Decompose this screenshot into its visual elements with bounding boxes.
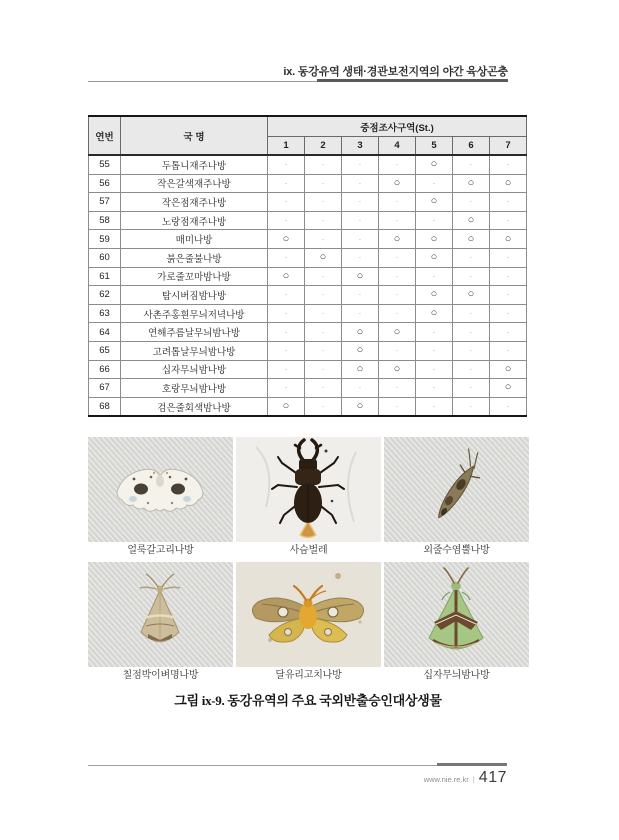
station-mark-cell: ○: [379, 230, 416, 249]
station-mark-cell: ·: [416, 341, 453, 360]
orange-moth-illustration: [236, 562, 381, 667]
station-mark-cell: ·: [416, 360, 453, 379]
row-number-cell: 55: [89, 155, 121, 174]
station-mark-cell: ·: [490, 304, 527, 323]
photo-frame: [236, 437, 381, 542]
station-mark-cell: ·: [268, 341, 305, 360]
station-mark-cell: ·: [453, 193, 490, 212]
station-mark-cell: ·: [305, 304, 342, 323]
row-number-cell: 66: [89, 360, 121, 379]
row-number-cell: 62: [89, 286, 121, 305]
station-mark-cell: ·: [416, 397, 453, 416]
station-mark-cell: ·: [268, 211, 305, 230]
station-mark-cell: ○: [453, 230, 490, 249]
station-mark-cell: ·: [379, 211, 416, 230]
station-mark-cell: ·: [305, 193, 342, 212]
running-head-title: ix. 동강유역 생태·경관보전지역의 야간 육상곤충: [283, 66, 508, 78]
station-column-header: 3: [342, 137, 379, 156]
station-mark-cell: ○: [490, 379, 527, 398]
station-mark-cell: ·: [453, 304, 490, 323]
row-number-cell: 56: [89, 174, 121, 193]
photo-tan-moth: [88, 562, 233, 687]
station-mark-cell: ○: [416, 193, 453, 212]
station-mark-cell: ·: [490, 193, 527, 212]
station-mark-cell: ·: [453, 360, 490, 379]
survey-station-table: [88, 115, 527, 417]
column-header-number: 연번: [89, 116, 121, 155]
station-column-header: 2: [305, 137, 342, 156]
station-mark-cell: ·: [268, 174, 305, 193]
station-mark-cell: ·: [342, 174, 379, 193]
footer-separator: |: [472, 775, 475, 784]
station-mark-cell: ·: [379, 304, 416, 323]
station-mark-cell: ·: [416, 211, 453, 230]
species-name-cell: 연해주름날무늬밤나방: [121, 323, 268, 342]
station-mark-cell: ○: [379, 323, 416, 342]
photo-frame: [384, 437, 529, 542]
station-mark-cell: ·: [342, 155, 379, 174]
station-mark-cell: ○: [490, 360, 527, 379]
station-mark-cell: ○: [416, 230, 453, 249]
green-moth-illustration: [384, 562, 529, 667]
station-column-header: 7: [490, 137, 527, 156]
footer: [424, 769, 507, 787]
station-mark-cell: ·: [342, 193, 379, 212]
station-mark-cell: ·: [416, 379, 453, 398]
station-mark-cell: ·: [305, 360, 342, 379]
station-mark-cell: ·: [416, 267, 453, 286]
station-mark-cell: ○: [416, 304, 453, 323]
station-mark-cell: ○: [342, 360, 379, 379]
station-mark-cell: ·: [453, 267, 490, 286]
photo-frame: [88, 437, 233, 542]
tan-moth-illustration: [88, 562, 233, 667]
station-mark-cell: ·: [342, 230, 379, 249]
station-mark-cell: ·: [342, 286, 379, 305]
station-mark-cell: ·: [490, 341, 527, 360]
station-mark-cell: ·: [453, 155, 490, 174]
station-mark-cell: ·: [490, 267, 527, 286]
station-mark-cell: ·: [453, 397, 490, 416]
specimen-photo-grid: [88, 437, 529, 687]
station-mark-cell: ·: [305, 397, 342, 416]
photo-caption: 십자무늬밤나방: [423, 670, 490, 681]
stag-beetle-illustration: [236, 437, 381, 542]
station-mark-cell: ○: [305, 248, 342, 267]
station-mark-cell: ·: [379, 267, 416, 286]
species-name-cell: 매미나방: [121, 230, 268, 249]
station-mark-cell: ○: [416, 155, 453, 174]
photo-frame: [384, 562, 529, 667]
column-header-species-name: 국 명: [121, 116, 268, 155]
table-row: [89, 341, 527, 360]
station-mark-cell: ·: [379, 379, 416, 398]
row-number-cell: 59: [89, 230, 121, 249]
column-header-station-group: 중점조사구역(St.): [268, 116, 527, 137]
station-mark-cell: ○: [342, 341, 379, 360]
station-mark-cell: ·: [342, 211, 379, 230]
station-mark-cell: ·: [268, 323, 305, 342]
station-mark-cell: ·: [305, 379, 342, 398]
table-row: [89, 230, 527, 249]
station-mark-cell: ○: [342, 323, 379, 342]
table-row: [89, 304, 527, 323]
station-mark-cell: ·: [268, 248, 305, 267]
station-mark-cell: ○: [268, 267, 305, 286]
footer-site-url: www.nie.re.kr: [423, 775, 469, 784]
station-mark-cell: ·: [305, 323, 342, 342]
row-number-cell: 65: [89, 341, 121, 360]
table-row: [89, 397, 527, 416]
station-mark-cell: ·: [379, 248, 416, 267]
station-mark-cell: ○: [453, 174, 490, 193]
station-mark-cell: ·: [490, 211, 527, 230]
species-name-cell: 십자무늬밤나방: [121, 360, 268, 379]
species-name-cell: 탐시버짐밤나방: [121, 286, 268, 305]
row-number-cell: 60: [89, 248, 121, 267]
photo-caption: 달유리고치나방: [275, 670, 342, 681]
station-mark-cell: ·: [305, 230, 342, 249]
photo-caption: 사슴벌레: [289, 545, 328, 556]
table-row: [89, 379, 527, 398]
station-mark-cell: ·: [342, 379, 379, 398]
species-name-cell: 두톱니재주나방: [121, 155, 268, 174]
station-mark-cell: ·: [268, 360, 305, 379]
station-mark-cell: ·: [379, 286, 416, 305]
row-number-cell: 57: [89, 193, 121, 212]
station-column-header: 1: [268, 137, 305, 156]
station-mark-cell: ·: [268, 379, 305, 398]
species-name-cell: 작은갈색재주나방: [121, 174, 268, 193]
station-mark-cell: ·: [490, 155, 527, 174]
table-row: [89, 248, 527, 267]
station-mark-cell: ·: [379, 193, 416, 212]
station-mark-cell: ·: [453, 379, 490, 398]
white-moth-illustration: [88, 437, 233, 542]
station-mark-cell: ·: [379, 397, 416, 416]
station-mark-cell: ·: [453, 341, 490, 360]
table-row: [89, 174, 527, 193]
station-mark-cell: ·: [268, 286, 305, 305]
slim-moth-illustration: [384, 437, 529, 542]
photo-caption: 칠점박이벼명나방: [122, 670, 199, 681]
species-name-cell: 가로줄꼬마밤나방: [121, 267, 268, 286]
table-row: [89, 193, 527, 212]
station-column-header: 6: [453, 137, 490, 156]
row-number-cell: 67: [89, 379, 121, 398]
station-mark-cell: ○: [342, 267, 379, 286]
station-mark-cell: ·: [379, 341, 416, 360]
header-rule-thick: [317, 79, 508, 82]
station-mark-cell: ·: [342, 304, 379, 323]
station-mark-cell: ·: [305, 155, 342, 174]
table-row: [89, 286, 527, 305]
station-mark-cell: ·: [490, 323, 527, 342]
station-mark-cell: ·: [379, 155, 416, 174]
station-mark-cell: ·: [490, 248, 527, 267]
photo-frame: [236, 562, 381, 667]
table-row: [89, 360, 527, 379]
photo-mottled-hooktip-moth: [88, 437, 233, 562]
species-name-cell: 사촌주홍흰무늬저녁나방: [121, 304, 268, 323]
station-mark-cell: ·: [453, 323, 490, 342]
station-mark-cell: ·: [305, 341, 342, 360]
photo-green-cross-moth: [384, 562, 529, 687]
station-mark-cell: ·: [490, 397, 527, 416]
species-name-cell: 고려톱날무늬밤나방: [121, 341, 268, 360]
table-row: [89, 155, 527, 174]
photo-orange-silk-moth: [236, 562, 381, 687]
row-number-cell: 64: [89, 323, 121, 342]
figure-caption: 그림 ix-9. 동강유역의 주요 국외반출승인대상생물: [174, 693, 442, 708]
species-name-cell: 호랑무늬밤나방: [121, 379, 268, 398]
row-number-cell: 61: [89, 267, 121, 286]
photo-caption: 외줄수염뿔나방: [423, 545, 490, 556]
table-row: [89, 267, 527, 286]
station-mark-cell: ○: [268, 230, 305, 249]
station-mark-cell: ·: [305, 211, 342, 230]
station-mark-cell: ○: [342, 397, 379, 416]
station-mark-cell: ·: [416, 323, 453, 342]
species-name-cell: 노랑점재주나방: [121, 211, 268, 230]
station-mark-cell: ○: [453, 211, 490, 230]
station-mark-cell: ·: [342, 248, 379, 267]
photo-frame: [88, 562, 233, 667]
photo-slim-brown-moth: [384, 437, 529, 562]
station-mark-cell: ○: [490, 230, 527, 249]
station-mark-cell: ·: [305, 174, 342, 193]
row-number-cell: 63: [89, 304, 121, 323]
row-number-cell: 58: [89, 211, 121, 230]
station-mark-cell: ○: [453, 286, 490, 305]
station-mark-cell: ·: [305, 286, 342, 305]
station-column-header: 5: [416, 137, 453, 156]
station-mark-cell: ·: [490, 286, 527, 305]
species-name-cell: 작은점재주나방: [121, 193, 268, 212]
footer-page-number: 417: [478, 769, 507, 786]
species-name-cell: 붉은줄불나방: [121, 248, 268, 267]
species-name-cell: 검은줄회색밤나방: [121, 397, 268, 416]
station-mark-cell: ·: [268, 304, 305, 323]
station-mark-cell: ○: [379, 174, 416, 193]
station-mark-cell: ·: [305, 267, 342, 286]
table-row: [89, 323, 527, 342]
photo-caption: 얼룩갈고리나방: [127, 545, 194, 556]
station-mark-cell: ○: [416, 286, 453, 305]
station-mark-cell: ○: [416, 248, 453, 267]
footer-rule-thick: [437, 763, 507, 766]
table-row: [89, 211, 527, 230]
station-mark-cell: ·: [453, 248, 490, 267]
survey-table-wrap: [88, 115, 527, 417]
station-mark-cell: ○: [490, 174, 527, 193]
photo-stag-beetle: [236, 437, 381, 562]
station-mark-cell: ·: [268, 193, 305, 212]
row-number-cell: 68: [89, 397, 121, 416]
survey-table-body: [89, 155, 527, 416]
station-column-header: 4: [379, 137, 416, 156]
station-mark-cell: ○: [379, 360, 416, 379]
station-mark-cell: ·: [268, 155, 305, 174]
station-mark-cell: ○: [268, 397, 305, 416]
station-mark-cell: ·: [416, 174, 453, 193]
